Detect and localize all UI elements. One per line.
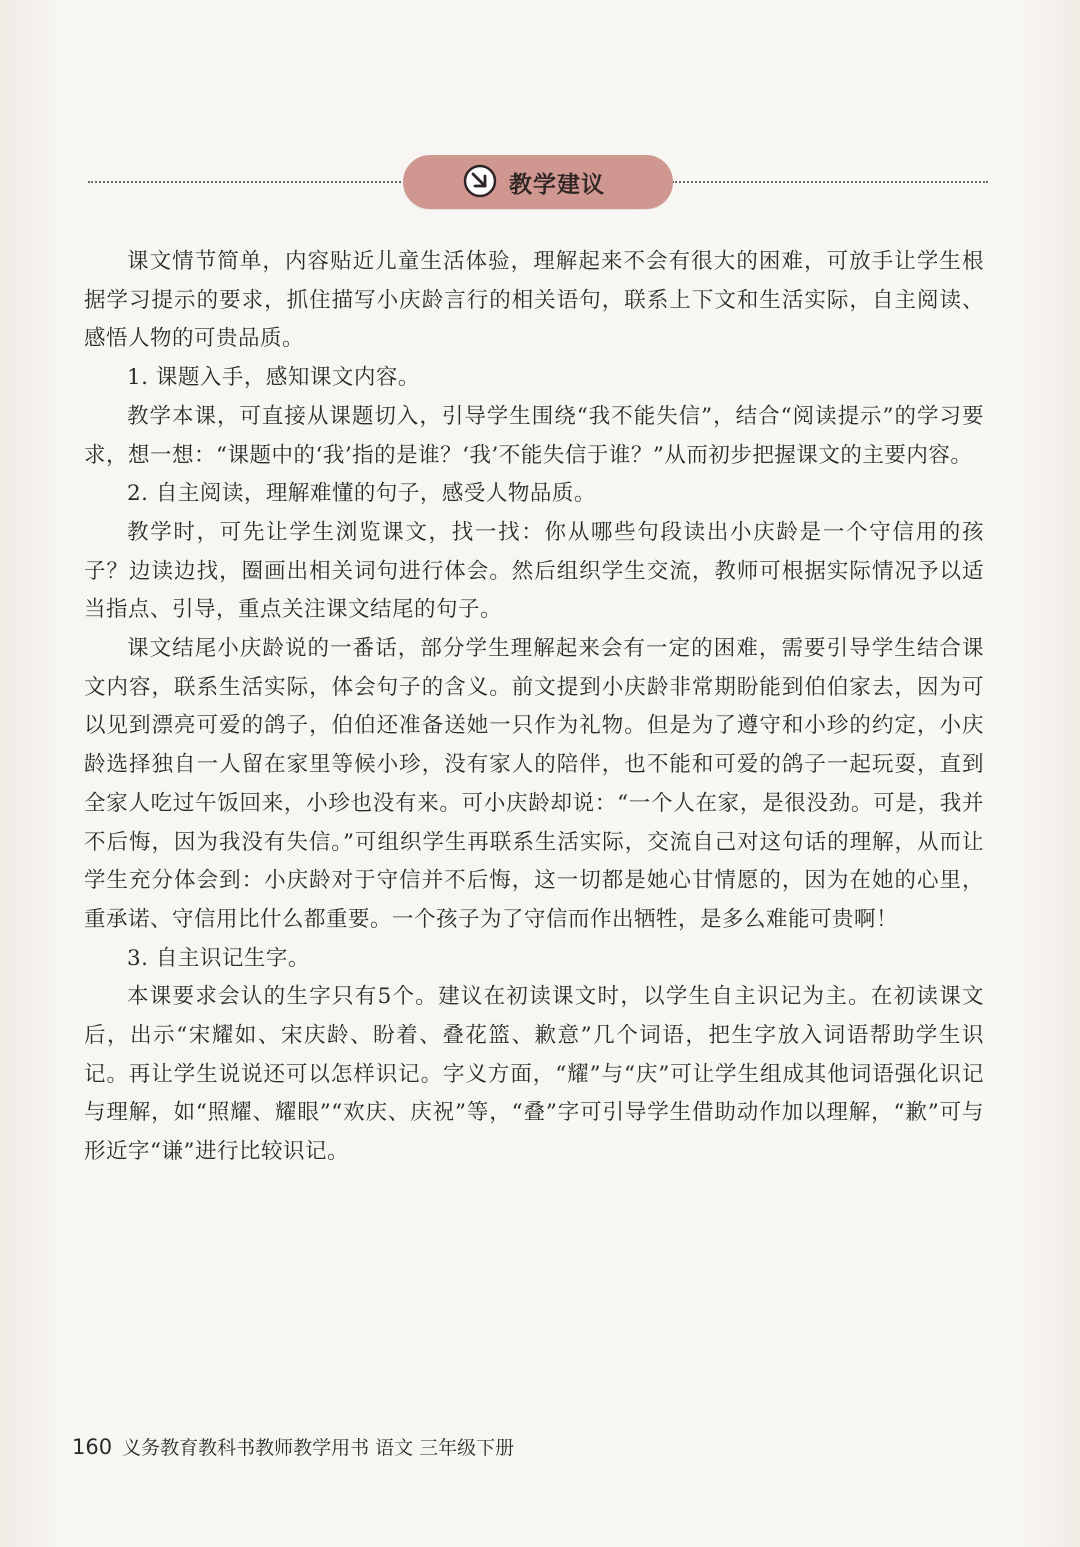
paragraph-intro: 课文情节简单，内容贴近儿童生活体验，理解起来不会有很大的困难，可放手让学生根据学习提示的要求，抓住描写小庆龄言行的相关语句，联系上下文和生活实际，自主阅读、感悟人物的可贵品质。 [84, 249, 984, 352]
dotted-rule-right [672, 181, 988, 183]
paragraph: 课文结尾小庆龄说的一番话，部分学生理解起来会有一定的困难，需要引导学生结合课文内容，联系生活实际，体会句子的含义。前文提到小庆龄非常期盼能到伯伯家去，因为可以见到漂亮可爱的鸽子，伯伯还准备送她一只作为礼物。但是为了遵守和小珍的约定，小庆龄选择独自一人留在家里等候小珍，没有家人的陪伴，也不能和可爱的鸽子一起玩耍，直到全家人吃过午饭回来，小珍也没有来。可小庆龄却说：“一个人在家，是很没劲。可是，我并不后悔，因为我没有失信。”可组织学生再联系生活实际，交流自己对这句话的理解，从而让学生充分体会到：小庆龄对于守信并不后悔，这一切都是她心甘情愿的，因为在她的心里，重承诺、守信用比什么都重要。一个孩子为了守信而作出牺牲，是多么难能可贵啊！ [84, 636, 984, 932]
subheading-3: 3. 自主识记生字。 [127, 945, 310, 971]
subheading-2: 2. 自主阅读，理解难懂的句子，感受人物品质。 [127, 481, 596, 507]
body-text [84, 243, 984, 1172]
page-number: 160 [72, 1435, 113, 1459]
book-title: 义务教育教科书教师教学用书 语文 三年级下册 [122, 1437, 515, 1459]
section-title-badge [403, 155, 673, 209]
section-title: 教学建议 [509, 172, 605, 198]
section-header [88, 155, 988, 211]
subheading-1: 1. 课题入手，感知课文内容。 [127, 365, 420, 391]
paragraph: 教学本课，可直接从课题切入，引导学生围绕“我不能失信”，结合“阅读提示”的学习要求，想一想：“课题中的‘我’指的是谁？‘我’不能失信于谁？”从而初步把握课文的主要内容。 [84, 403, 984, 468]
paragraph: 教学时，可先让学生浏览课文，找一找：你从哪些句段读出小庆龄是一个守信用的孩子？边读边找，圈画出相关词句进行体会。然后组织学生交流，教师可根据实际情况予以适当指点、引导，重点关注课文结尾的句子。 [84, 519, 984, 623]
dotted-rule-left [88, 181, 408, 183]
page-footer [72, 1433, 514, 1460]
paragraph: 本课要求会认的生字只有5个。建议在初读课文时，以学生自主识记为主。在初读课文后，出示“宋耀如、宋庆龄、盼着、叠花篮、歉意”几个词语，把生字放入词语帮助学生识记。再让学生说说还可以怎样识记。字义方面，“耀”与“庆”可让学生组成其他词语强化识记与理解，如“照耀、耀眼”“欢庆、庆祝”等，“叠”字可引导学生借助动作加以理解，“歉”可与形近字“谦”进行比较识记。 [84, 984, 984, 1165]
arrow-down-right-icon [463, 164, 497, 198]
